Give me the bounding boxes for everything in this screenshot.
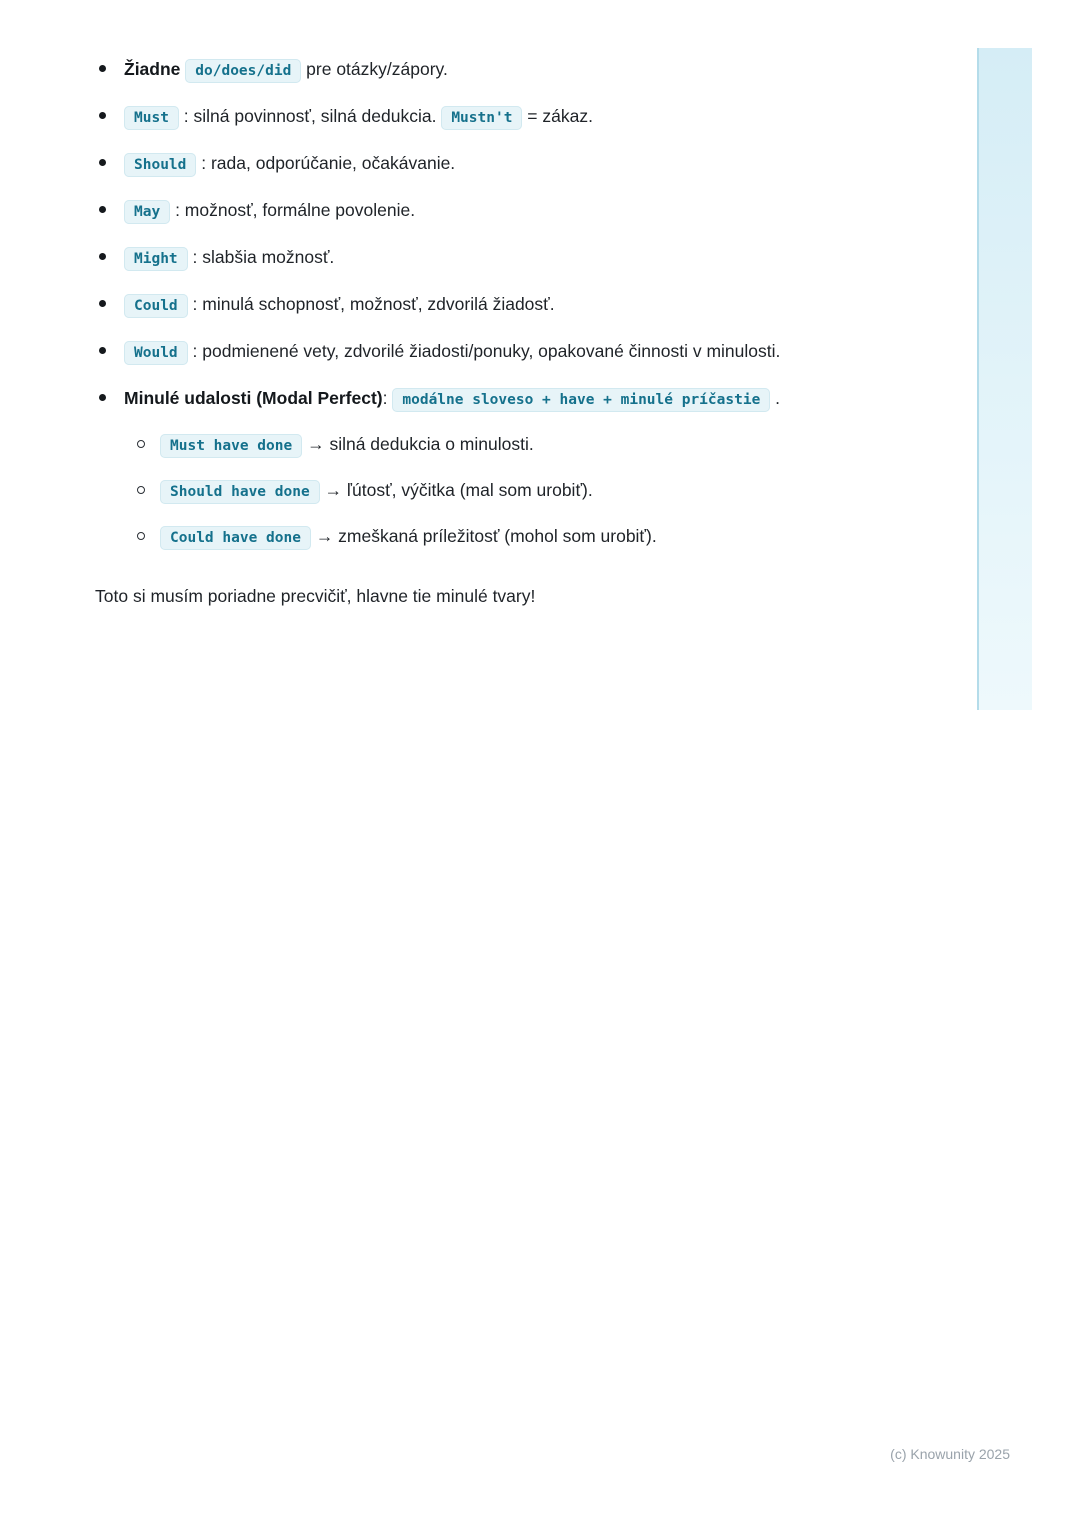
code-badge: Would xyxy=(124,341,188,365)
list-item: Might : slabšia možnosť. xyxy=(95,240,820,276)
copyright-footer: (c) Knowunity 2025 xyxy=(890,1446,1010,1462)
sub-list-item: Must have done → silná dedukcia o minulosti. xyxy=(132,427,820,463)
list-item: May : možnosť, formálne povolenie. xyxy=(95,193,820,229)
code-badge: Might xyxy=(124,247,188,271)
list-item: Minulé udalosti (Modal Perfect): modálne sloveso + have + minulé príčastie . Must have done → silná dedukcia o minulosti. Should have done → ľútosť, výčitka (mal som urobiť). Could have done → zmeškaná príležitosť (mohol som urobiť). xyxy=(95,381,820,555)
list-item: Would : podmienené vety, zdvorilé žiadosti/ponuky, opakované činnosti v minulosti. xyxy=(95,334,820,370)
bold-text: Minulé udalosti (Modal Perfect) xyxy=(124,388,383,408)
notes-content xyxy=(95,52,820,611)
list-item: Žiadne do/does/did pre otázky/zápory. xyxy=(95,52,820,88)
list-item: Could : minulá schopnosť, možnosť, zdvorilá žiadosť. xyxy=(95,287,820,323)
code-badge: Mustn't xyxy=(441,106,522,130)
bold-text: Žiadne xyxy=(124,59,181,79)
code-badge: do/does/did xyxy=(185,59,301,83)
code-badge: Could have done xyxy=(160,526,311,550)
right-accent-strip xyxy=(977,48,1032,710)
code-badge: Could xyxy=(124,294,188,318)
modal-verbs-list xyxy=(95,52,820,555)
code-badge: May xyxy=(124,200,170,224)
code-badge: Must xyxy=(124,106,179,130)
code-badge: Should xyxy=(124,153,196,177)
code-badge: Must have done xyxy=(160,434,302,458)
code-badge: modálne sloveso + have + minulé príčastie xyxy=(392,388,770,412)
sub-list xyxy=(132,427,820,555)
list-item: Must : silná povinnosť, silná dedukcia. Mustn't = zákaz. xyxy=(95,99,820,135)
code-badge: Should have done xyxy=(160,480,320,504)
closing-note: Toto si musím poriadne precvičiť, hlavne tie minulé tvary! xyxy=(95,586,536,606)
sub-list-item: Should have done → ľútosť, výčitka (mal som urobiť). xyxy=(132,473,820,509)
sub-list-item: Could have done → zmeškaná príležitosť (mohol som urobiť). xyxy=(132,519,820,555)
list-item: Should : rada, odporúčanie, očakávanie. xyxy=(95,146,820,182)
